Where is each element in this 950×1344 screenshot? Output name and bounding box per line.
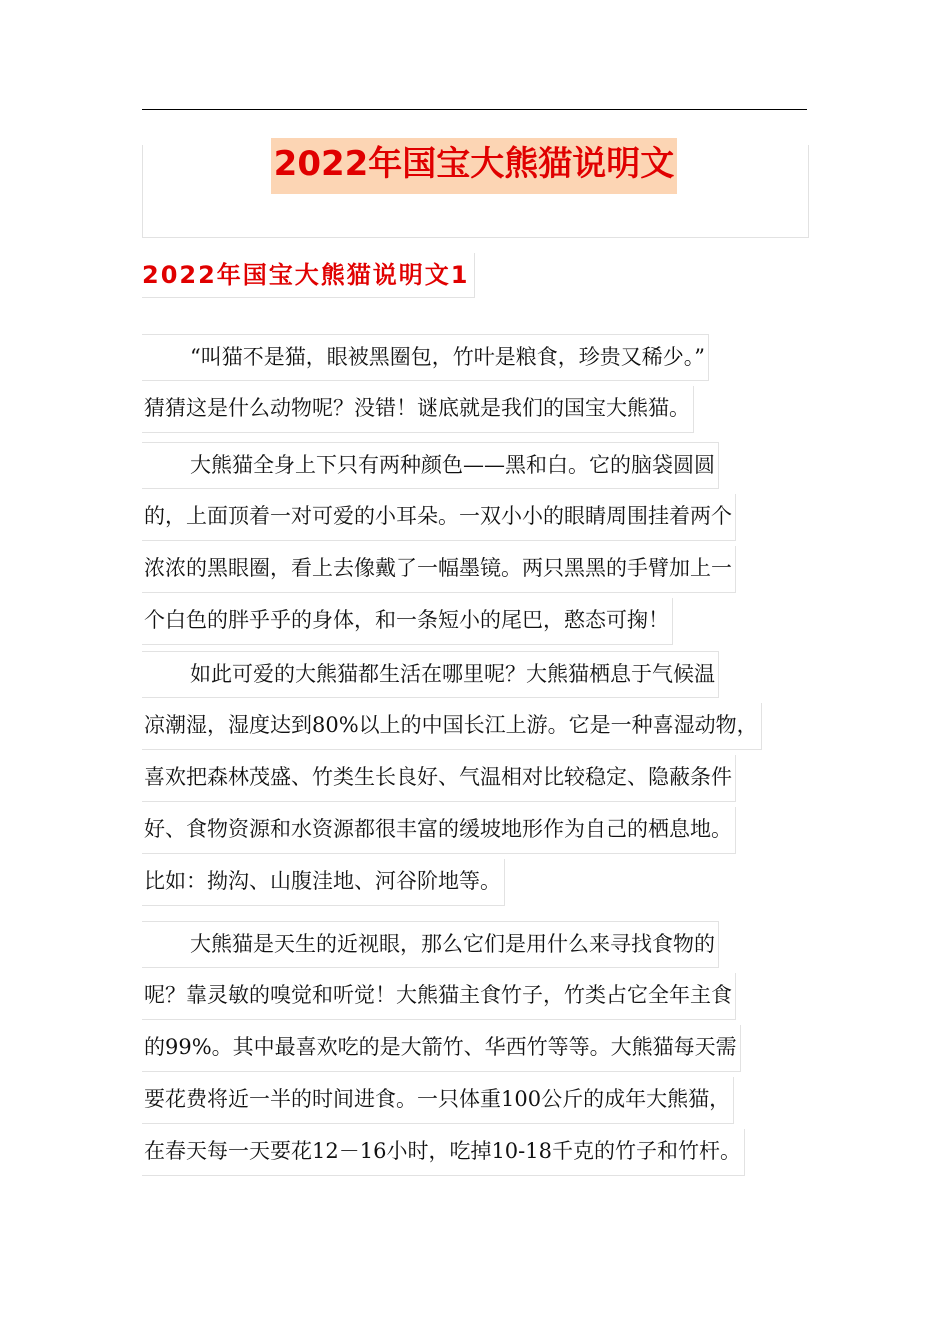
paragraph-line: 如此可爱的大熊猫都生活在哪里呢？大熊猫栖息于气候温 <box>142 651 719 698</box>
paragraph-line: 要花费将近一半的时间进食。一只体重100公斤的成年大熊猫， <box>142 1077 734 1124</box>
paragraph-line: 好、食物资源和水资源都很丰富的缓坡地形作为自己的栖息地。 <box>142 807 736 854</box>
paragraph-line: 猜猜这是什么动物呢？没错！谜底就是我们的国宝大熊猫。 <box>142 386 694 433</box>
paragraph-line: “叫猫不是猫，眼被黑圈包，竹叶是粮食，珍贵又稀少。” <box>142 334 709 381</box>
paragraph-line: 喜欢把森林茂盛、竹类生长良好、气温相对比较稳定、隐蔽条件 <box>142 755 736 802</box>
paragraph-line: 大熊猫是天生的近视眼，那么它们是用什么来寻找食物的 <box>142 921 719 968</box>
paragraph-line: 浓浓的黑眼圈，看上去像戴了一幅墨镜。两只黑黑的手臂加上一 <box>142 546 736 593</box>
paragraph-line: 在春天每一天要花12－16小时，吃掉10-18千克的竹子和竹杆。 <box>142 1129 745 1176</box>
paragraph-line: 大熊猫全身上下只有两种颜色——黑和白。它的脑袋圆圆 <box>142 442 719 489</box>
paragraph-line: 呢？靠灵敏的嗅觉和听觉！大熊猫主食竹子，竹类占它全年主食 <box>142 973 736 1020</box>
top-rule <box>142 109 807 110</box>
paragraph-line: 个白色的胖乎乎的身体，和一条短小的尾巴，憨态可掬！ <box>142 598 673 645</box>
paragraph-line: 比如：拗沟、山腹洼地、河谷阶地等。 <box>142 859 505 906</box>
paragraph-line: 的，上面顶着一对可爱的小耳朵。一双小小的眼睛周围挂着两个 <box>142 494 736 541</box>
paragraph-line: 凉潮湿，湿度达到80%以上的中国长江上游。它是一种喜湿动物， <box>142 703 762 750</box>
section-heading: 2022年国宝大熊猫说明文1 <box>142 253 475 298</box>
document-title: 2022年国宝大熊猫说明文 <box>271 138 677 194</box>
paragraph-line: 的99%。其中最喜欢吃的是大箭竹、华西竹等等。大熊猫每天需 <box>142 1025 741 1072</box>
